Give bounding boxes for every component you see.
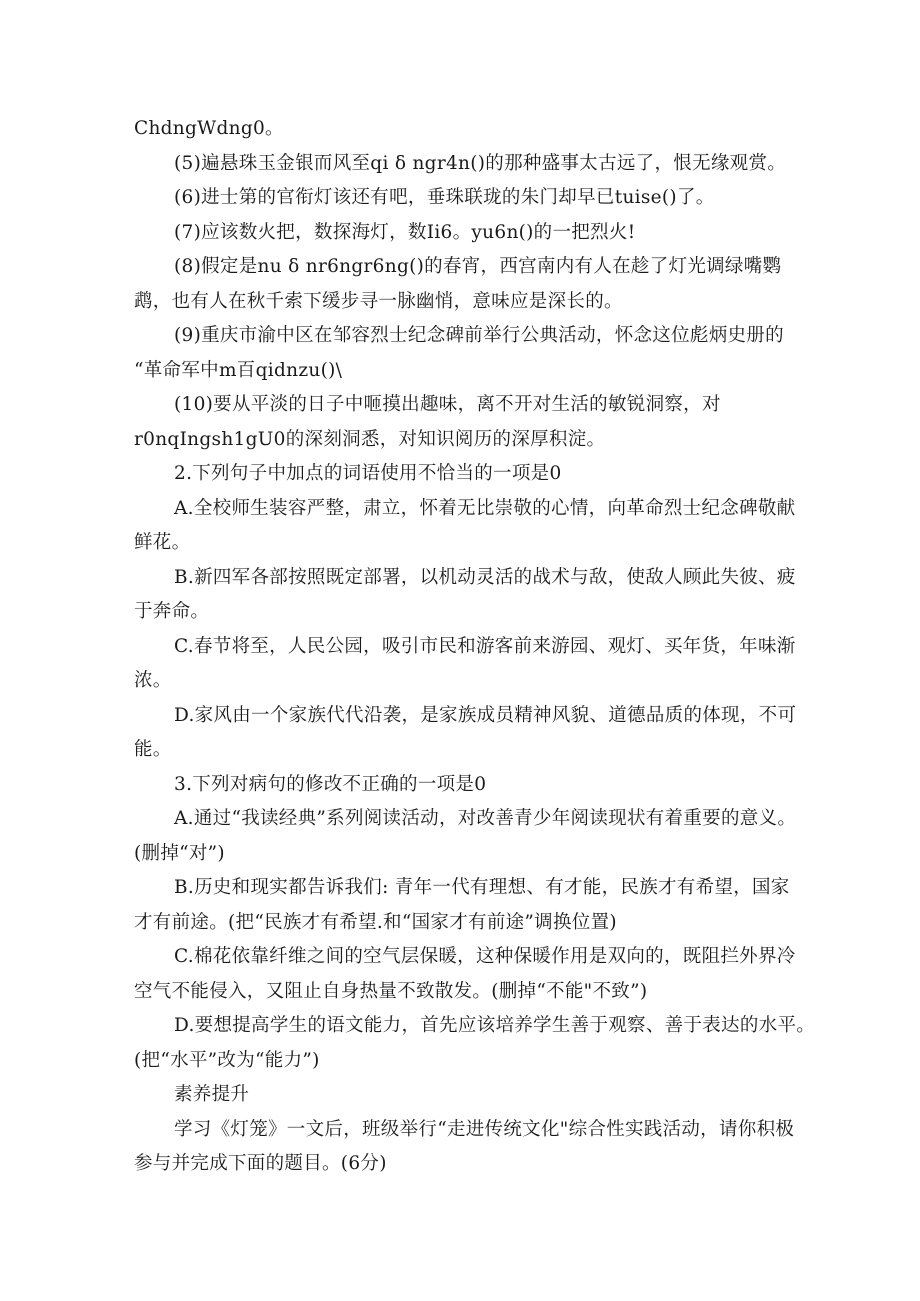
text-line: (删掉“对”)	[134, 842, 225, 864]
text-line: (10)要从平淡的日子中咂摸出趣味，离不开对生活的敏锐洞察，对	[174, 394, 721, 415]
text-line: 于奔命。	[134, 601, 210, 622]
text-line: 学习《灯笼》一文后，班级举行“走进传统文化"综合性实践活动，请你积极	[174, 1118, 795, 1140]
text-line: 空气不能侵入，又阻止自身热量不致散发。(删掉“不能"不致”)	[134, 980, 648, 1002]
text-line: 鹉，也有人在秋千索下缓步寻一脉幽悄，意味应是深长的。	[134, 290, 623, 312]
text-line: A.全校师生装容严整，肃立，怀着无比崇敬的心情，向革命烈士纪念碑敬献	[174, 497, 796, 519]
text-line: 素养提升	[174, 1084, 250, 1105]
text-line: (把“水平”改为“能力”)	[134, 1049, 320, 1071]
text-line: 鲜花。	[134, 532, 191, 553]
text-line: 2.下列句子中加点的词语使用不恰当的一项是0	[174, 463, 562, 484]
text-line: C.棉花依靠纤维之间的空气层保暖，这种保暖作用是双向的，既阻拦外界冷	[174, 946, 796, 967]
text-line: “革命军中m百qidnzu()\	[134, 359, 343, 381]
text-line: 参与并完成下面的题目。(6分)	[134, 1153, 387, 1174]
text-line: (7)应该数火把，数探海灯，数Ii6。yu6n()的一把烈火!	[174, 221, 636, 243]
text-line: (6)进士第的官衔灯该还有吧，垂珠联珑的朱门却早已tuise()了。	[174, 187, 715, 208]
text-line: 浓。	[134, 670, 172, 691]
text-line: 才有前途。(把“民族才有希望.和“国家才有前途”调换位置)	[134, 911, 617, 933]
text-line: D.要想提高学生的语文能力，首先应该培养学生善于观察、善于表达的水平。	[174, 1015, 816, 1036]
text-line: 3.下列对病句的修改不正确的一项是0	[174, 773, 487, 795]
text-line: (5)遍悬珠玉金银而风至qi δ ngr4n()的那种盛事太古远了，恨无缘观赏。	[174, 152, 787, 174]
text-line: r0nqIngsh1gU0的深刻洞悉，对知识阅历的深厚积淀。	[134, 428, 606, 450]
text-line: (9)重庆市渝中区在邹容烈士纪念碑前举行公典活动，怀念这位彪炳史册的	[174, 325, 784, 346]
text-line: C.春节将至，人民公园，吸引市民和游客前来游园、观灯、买年货，年味渐	[174, 635, 796, 657]
text-line: D.家风由一个家族代代沿袭，是家族成员精神风貌、道德品质的体现，不可	[174, 704, 797, 726]
text-line: (8)假定是nu δ nr6ngr6ng()的春宵，西宫南内有人在趁了灯光调绿嘴鹦	[174, 256, 782, 277]
text-line: A.通过“我读经典”系列阅读活动，对改善青少年阅读现状有着重要的意义。	[174, 808, 797, 829]
text-line: B.历史和现实都告诉我们: 青年一代有理想、有才能，民族才有希望，国家	[174, 877, 790, 898]
text-line: ChdngWdng0。	[134, 118, 284, 139]
text-line: B.新四军各部按照既定部署，以机动灵活的战术与敌，使敌人顾此失彼、疲	[174, 566, 796, 588]
document-body	[134, 112, 816, 1182]
text-line: 能。	[134, 739, 172, 760]
